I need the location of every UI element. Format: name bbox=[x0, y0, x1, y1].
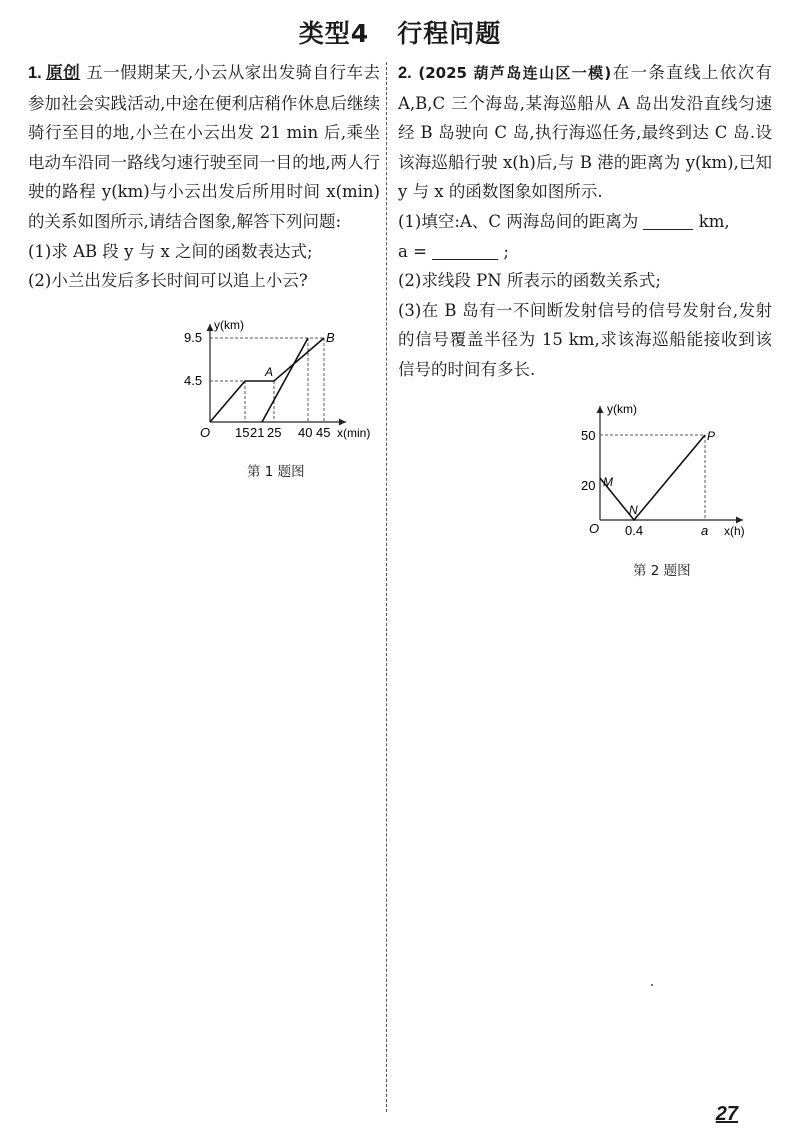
q2-blank-a bbox=[432, 241, 498, 260]
q2-y-axis-label: y(km) bbox=[607, 402, 637, 416]
q2-ytick-20: 20 bbox=[581, 478, 596, 493]
q1-sub2: (2)小兰出发后多长时间可以追上小云? bbox=[28, 271, 308, 291]
q2-sub1-unit: km, bbox=[698, 211, 730, 231]
q2-distance-line bbox=[600, 435, 705, 520]
q1-point-b-label: B bbox=[326, 330, 335, 345]
q2-source: (2025 葫芦岛连山区一模) bbox=[418, 64, 612, 82]
q1-stem bbox=[28, 58, 380, 237]
q2-sub1-a-label: a = bbox=[398, 241, 427, 261]
q2-xtick-a: a bbox=[701, 523, 709, 538]
page-title bbox=[0, 14, 800, 50]
q2-point-p-label: P bbox=[707, 429, 716, 443]
q1-caption: 第 1 题图 bbox=[247, 464, 305, 480]
question-2 bbox=[398, 58, 772, 385]
q2-number: 2. bbox=[398, 64, 412, 82]
q1-sub1: (1)求 AB 段 y 与 x 之间的函数表达式; bbox=[28, 241, 313, 261]
q1-graph bbox=[180, 318, 380, 444]
q2-guides bbox=[600, 435, 705, 520]
q2-sub1-a bbox=[398, 237, 772, 267]
q1-tag: 原创 bbox=[45, 63, 81, 82]
q2-sub2: (2)求线段 PN 所表示的函数关系式; bbox=[398, 271, 661, 291]
page-number: 27 bbox=[715, 1103, 738, 1125]
q1-number: 1. bbox=[28, 64, 42, 82]
q2-blank-distance bbox=[643, 211, 693, 230]
stray-dot bbox=[651, 984, 653, 986]
q1-point-a-label: A bbox=[265, 365, 274, 379]
q2-x-axis-label: x(h) bbox=[724, 524, 745, 538]
q1-xiaoyun-line bbox=[210, 338, 324, 422]
q2-stem bbox=[398, 58, 772, 207]
q1-xtick-45: 45 bbox=[316, 425, 331, 440]
question-1 bbox=[28, 58, 380, 296]
q1-xtick-15: 15 bbox=[235, 425, 250, 440]
q2-sub1 bbox=[398, 207, 772, 237]
q1-ytick-9.5: 9.5 bbox=[184, 330, 203, 345]
q2-point-m-label: M bbox=[603, 475, 613, 489]
q1-xtick-40: 40 bbox=[298, 425, 313, 440]
q2-xtick-0.4: 0.4 bbox=[625, 523, 644, 538]
q1-ytick-4.5: 4.5 bbox=[184, 373, 203, 388]
q2-sub3: (3)在 B 岛有一不间断发射信号的信号发射台,发射的信号覆盖半径为 15 km,求该海巡船能接收到该信号的时间有多长. bbox=[398, 300, 772, 379]
column-divider bbox=[386, 62, 387, 1112]
title-type: 类型4 bbox=[298, 19, 370, 48]
q1-guides bbox=[210, 338, 324, 422]
q1-figure bbox=[180, 318, 380, 448]
q1-origin-label: O bbox=[200, 425, 211, 440]
title-topic: 行程问题 bbox=[397, 19, 502, 48]
q1-xiaolan-line bbox=[262, 338, 308, 422]
q1-y-axis-label: y(km) bbox=[214, 318, 244, 332]
q2-sub1-end: ; bbox=[503, 241, 509, 261]
q2-sub1-text: (1)填空:A、C 两海岛间的距离为 bbox=[398, 211, 639, 231]
q2-figure bbox=[575, 402, 755, 546]
q1-x-axis-label: x(min) bbox=[337, 426, 371, 440]
q2-point-n-label: N bbox=[629, 503, 638, 517]
q2-caption: 第 2 题图 bbox=[633, 563, 691, 579]
q2-ytick-50: 50 bbox=[581, 428, 596, 443]
q1-xtick-21: 21 bbox=[250, 425, 265, 440]
q2-graph bbox=[575, 402, 755, 542]
q2-origin-label: O bbox=[589, 521, 600, 536]
q1-xtick-25: 25 bbox=[267, 425, 282, 440]
q2-text: 在一条直线上依次有 A,B,C 三个海岛,某海巡船从 A 岛出发沿直线匀速经 B 岛驶向 C 岛,执行海巡任务,最终到达 C 岛.设该海巡船行驶 x(h)后,与 B 港的距离为 y(km),已知 y 与 x 的函数图象如图所示. bbox=[398, 63, 773, 202]
q1-text: 五一假期某天,小云从家出发骑自行车去参加社会实践活动,中途在便利店稍作休息后继续骑行至目的地,小兰在小云出发 21 min 后,乘坐电动车沿同一路线匀速行驶至同一目的地,两人行驶的路程 y(km)与小云出发后所用时间 x(min)的关系如图所示,请结合图象,解答下列问题: bbox=[28, 63, 381, 231]
